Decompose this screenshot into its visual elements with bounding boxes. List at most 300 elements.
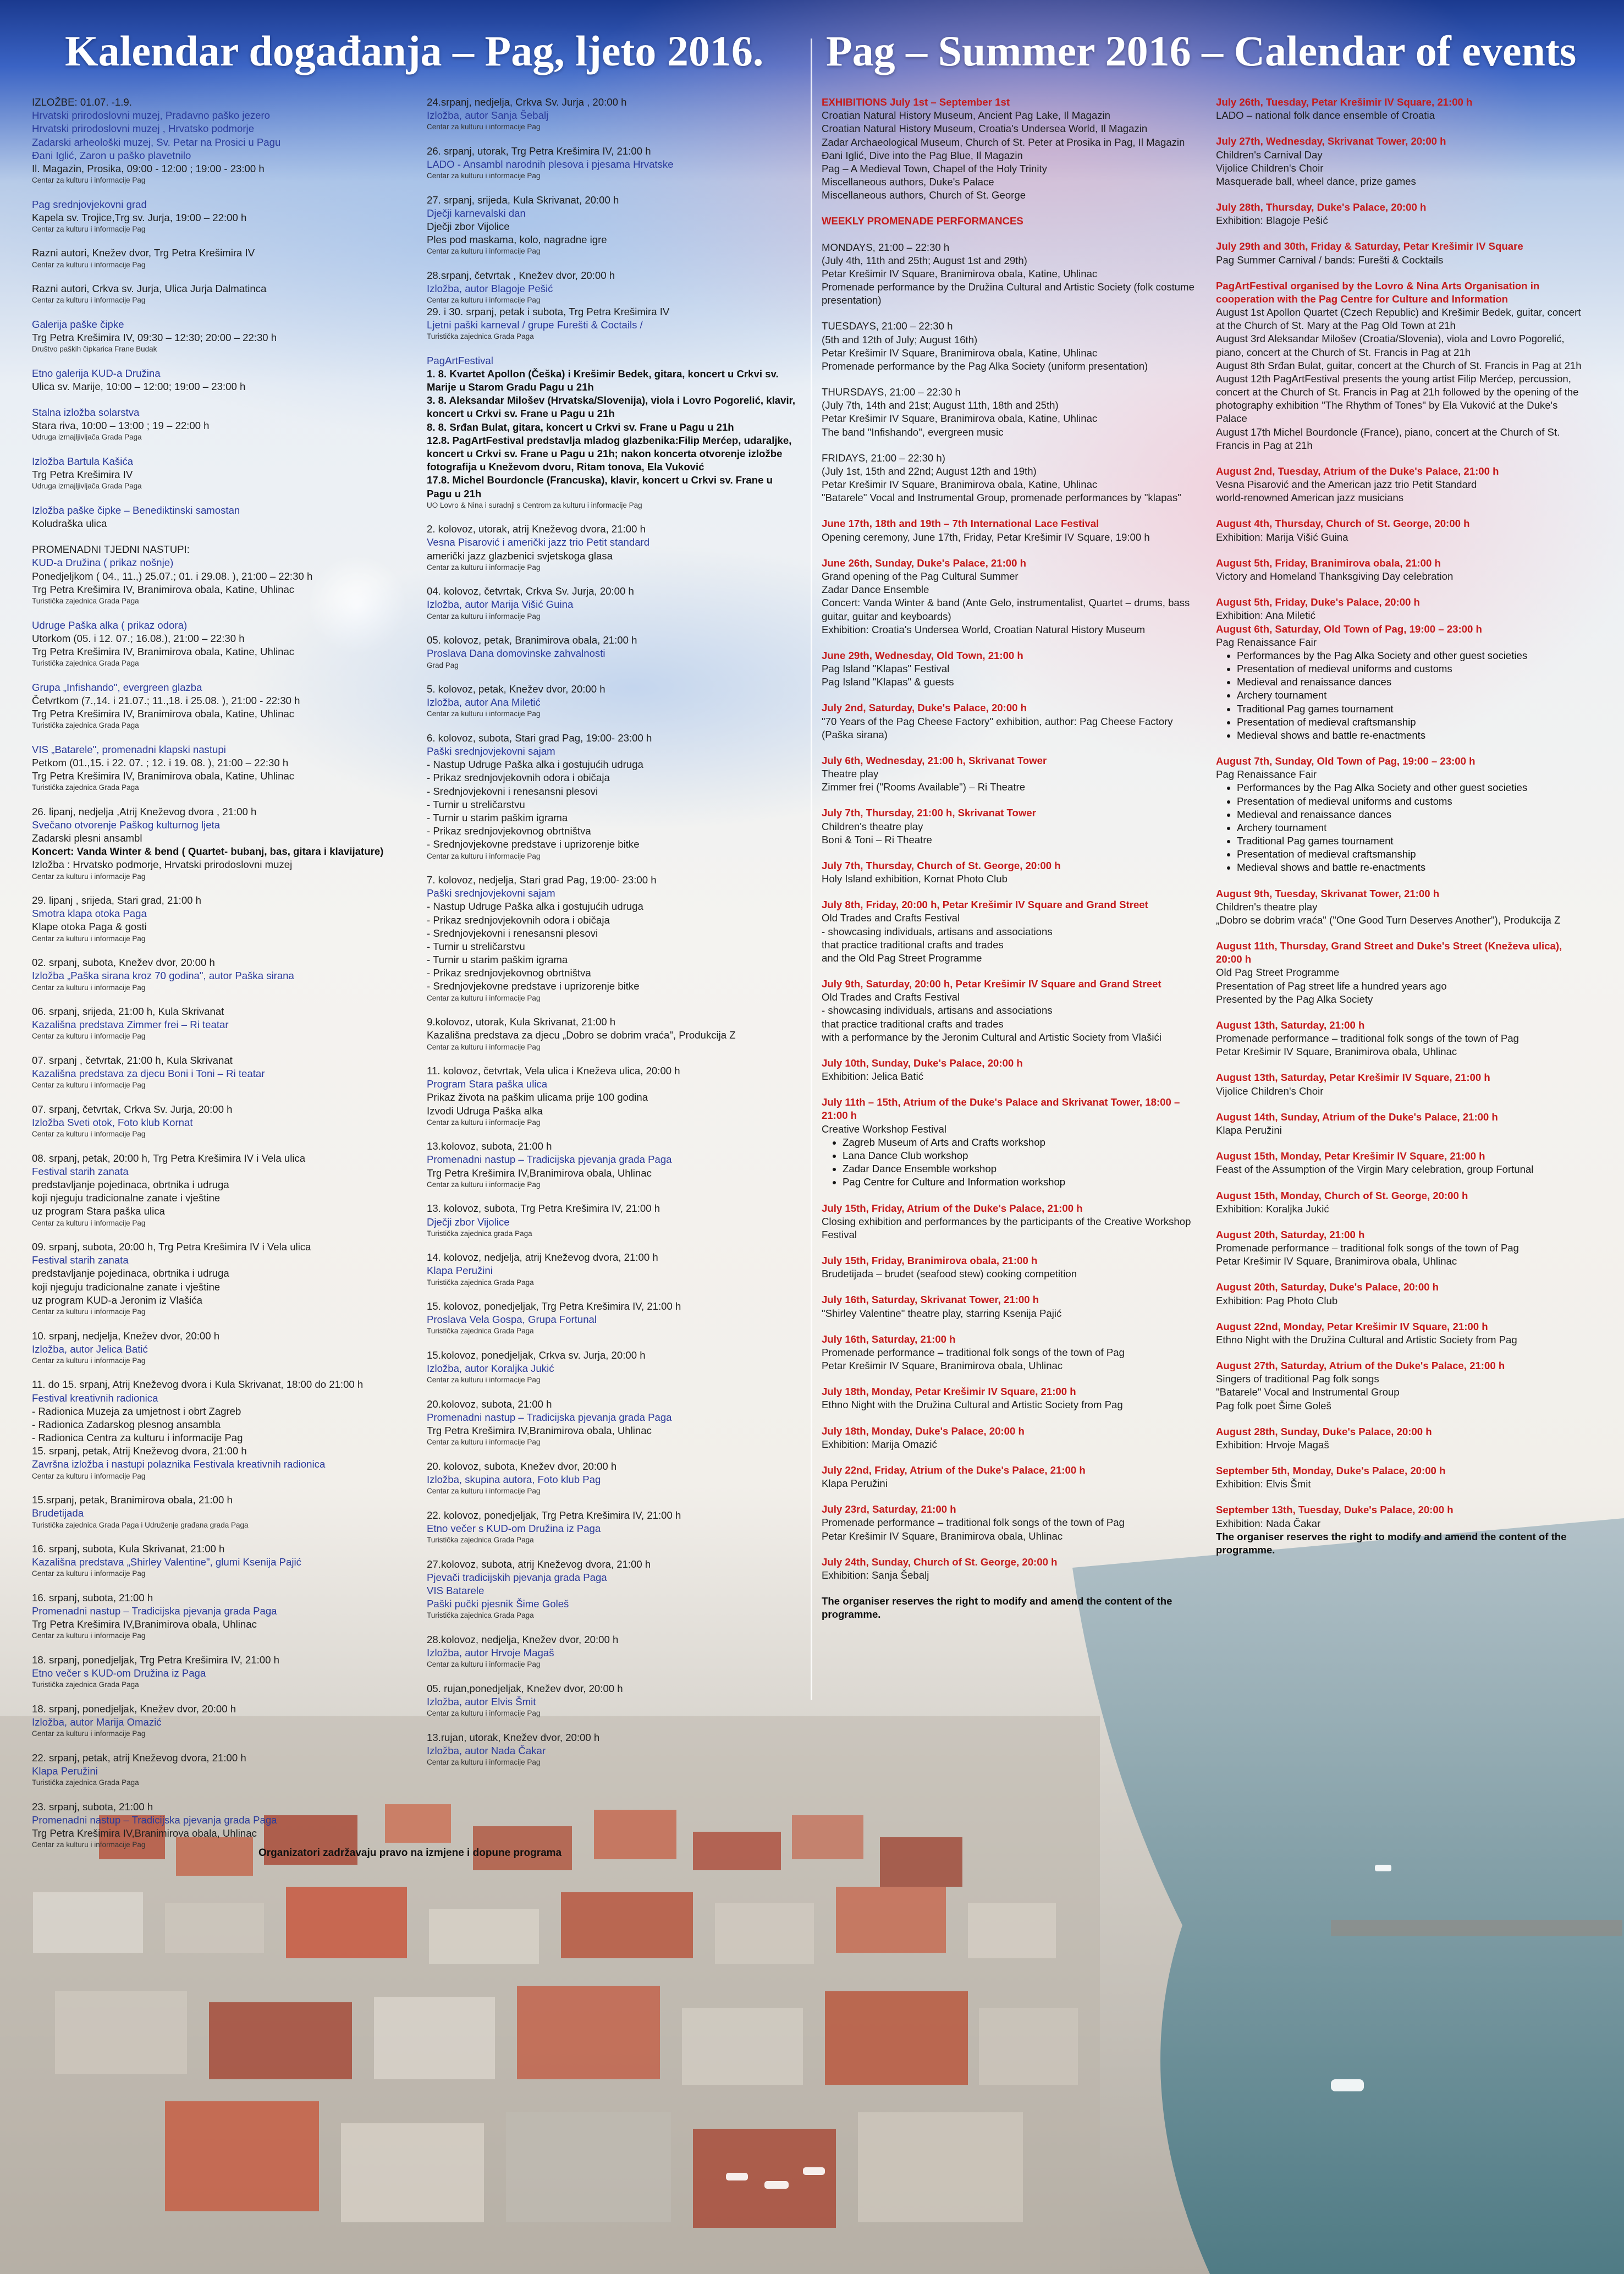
event-detail: The organiser reserves the right to modify and amend the content of the programme.: [822, 1595, 1172, 1621]
event-detail: Trg Petra Krešimira IV, Branimirova obala, Katine, Uhlinac: [32, 707, 295, 719]
event-bullet-item: • Performances by the Pag Alka Society and other guest societies: [1237, 781, 1590, 794]
event-bullet-item: • Medieval and renaissance dances: [1237, 808, 1590, 821]
event-entry: [1216, 1281, 1590, 1307]
event-entry: [32, 1378, 411, 1481]
event-heading: August 4th, Thursday, Church of St. George, 20:00 h: [1216, 518, 1470, 530]
event-entry: [1216, 1359, 1590, 1413]
event-detail: 26. srpanj, utorak, Trg Petra Krešimira IV, 21:00 h: [427, 145, 651, 157]
event-detail: Exhibition: Croatia's Undersea World, Croatian Natural History Museum: [822, 623, 1146, 635]
event-detail: 24.srpanj, nedjelja, Crkva Sv. Jurja , 20:00 h: [427, 96, 627, 108]
event-organizer: Turistička zajednica Grada Paga: [427, 1611, 534, 1620]
event-organizer: Centar za kulturu i informacije Pag: [32, 872, 146, 881]
event-detail: - showcasing individuals, artisans and associations: [822, 1004, 1053, 1017]
event-entry: [32, 956, 411, 992]
event-title: Hrvatski prirodoslovni muzej, Pradavno paško jezero: [32, 109, 271, 122]
event-detail: Ulica sv. Marije, 10:00 – 12:00; 19:00 – 23:00 h: [32, 380, 246, 392]
event-detail: 09. srpanj, subota, 20:00 h, Trg Petra Krešimira IV i Vela ulica: [32, 1241, 311, 1253]
event-entry: [32, 894, 411, 943]
event-title: Ljetni paški karneval / grupe Furešti & Coctails /: [427, 319, 643, 331]
event-organizer: Grad Pag: [427, 661, 459, 669]
event-entry: [822, 1503, 1207, 1543]
event-entry: [1216, 1071, 1590, 1097]
event-detail: - Srednjovjekovni i renesansni plesovi: [427, 927, 598, 939]
event-detail: Exhibition: Marija Višić Guina: [1216, 531, 1348, 543]
event-detail: The organiser reserves the right to modify and amend the content of the programme.: [1216, 1530, 1567, 1556]
event-detail: with a performance by the Jeronim Cultural and Artistic Society from Vlašići: [822, 1031, 1161, 1043]
event-detail: Kazališna predstava za djecu „Dobro se dobrim vraća", Produkcija Z: [427, 1029, 736, 1041]
event-heading: August 13th, Saturday, Petar Krešimir IV Square, 21:00 h: [1216, 1072, 1490, 1084]
event-entry: [427, 523, 795, 572]
event-detail: - Radionica Centra za kulturu i informacije Pag: [32, 1432, 243, 1444]
event-bullet-item: • Presentation of medieval craftsmanship: [1237, 848, 1590, 861]
event-detail: Zadarski plesni ansambl: [32, 832, 142, 844]
event-detail: Promenade performance – traditional folk songs of the town of Pag: [1216, 1242, 1519, 1254]
event-entry: [427, 585, 795, 621]
event-title: Promenadni nastup – Tradicijska pjevanja grada Paga: [32, 1814, 277, 1826]
event-bullet-item: • Zadar Dance Ensemble workshop: [843, 1162, 1207, 1176]
event-entry: [427, 1064, 795, 1127]
event-detail: Promenade performance by the Pag Alka Society (uniform presentation): [822, 360, 1148, 372]
event-detail: Ponedjeljkom ( 04., 11.,) 25.07.; 01. i 29.08. ), 21:00 – 22:30 h: [32, 570, 313, 582]
event-detail: Exhibition: Nada Čakar: [1216, 1517, 1321, 1529]
event-entry: [1216, 1150, 1590, 1176]
event-detail: that practice traditional crafts and trades: [822, 1018, 1004, 1030]
event-entry: [32, 198, 411, 234]
event-heading: August 14th, Sunday, Atrium of the Duke's Palace, 21:00 h: [1216, 1111, 1498, 1123]
event-title: Izložba, autor Hrvoje Magaš: [427, 1647, 554, 1659]
event-detail: 02. srpanj, subota, Knežev dvor, 20:00 h: [32, 957, 215, 969]
event-organizer: Centar za kulturu i informacije Pag: [32, 1729, 146, 1738]
event-organizer: Turistička zajednica Grada Paga: [32, 721, 139, 730]
event-entry: [32, 1103, 411, 1139]
event-entry: [822, 977, 1207, 1044]
event-title: Izložba Sveti otok, Foto klub Kornat: [32, 1117, 193, 1128]
event-heading: July 11th – 15th, Atrium of the Duke's Palace and Skrivanat Tower, 18:00 – 21:00 h: [822, 1096, 1180, 1122]
event-detail: Pag Island "Klapas" & guests: [822, 676, 954, 688]
event-heading: August 20th, Saturday, 21:00 h: [1216, 1228, 1365, 1240]
poster-header: [0, 0, 1624, 83]
event-title: Hrvatski prirodoslovni muzej , Hrvatsko podmorje: [32, 123, 255, 135]
event-entry: [1216, 517, 1590, 543]
event-heading: August 13th, Saturday, 21:00 h: [1216, 1019, 1365, 1031]
event-detail: - Turnir u starim paškim igrama: [427, 812, 568, 823]
event-detail: The band "Infishando", evergreen music: [822, 426, 1004, 438]
event-title: KUD-a Družina ( prikaz nošnje): [32, 557, 174, 569]
event-title: Paški srednjovjekovni sajam: [427, 745, 555, 757]
event-title: Festival starih zanata: [32, 1254, 129, 1266]
event-title: Svečano otvorenje Paškog kulturnog ljeta: [32, 819, 221, 831]
event-detail: Creative Workshop Festival: [822, 1123, 946, 1135]
event-heading: August 9th, Tuesday, Skrivanat Tower, 21:00 h: [1216, 887, 1440, 899]
event-heading: August 2nd, Tuesday, Atrium of the Duke's Palace, 21:00 h: [1216, 465, 1499, 477]
event-organizer: Centar za kulturu i informacije Pag: [427, 1758, 541, 1767]
event-heading: July 8th, Friday, 20:00 h, Petar Krešimir IV Square and Grand Street: [822, 899, 1148, 911]
event-organizer: Turistička zajednica grada Paga: [427, 1229, 532, 1238]
event-heading: June 29th, Wednesday, Old Town, 21:00 h: [822, 649, 1023, 661]
event-title: Izložba „Paška sirana kroz 70 godina", autor Paška sirana: [32, 970, 294, 982]
event-detail: Petar Krešimir IV Square, Branimirova obala, Katine, Uhlinac: [822, 413, 1098, 425]
event-organizer: Centar za kulturu i informacije Pag: [32, 1356, 146, 1365]
event-title: Proslava Dana domovinske zahvalnosti: [427, 647, 605, 660]
event-detail: - Turnir u streličarstvu: [427, 798, 525, 810]
event-entry: [822, 1333, 1207, 1373]
event-organizer: Centar za kulturu i informacije Pag: [427, 123, 541, 131]
event-entry: [427, 1015, 795, 1052]
event-bullet-item: • Presentation of medieval craftsmanship: [1237, 716, 1590, 729]
event-bullet-item: • Presentation of medieval uniforms and customs: [1237, 662, 1590, 675]
event-detail: - Prikaz srednjovjekovnog obrtništva: [427, 967, 591, 979]
event-detail: Trg Petra Krešimira IV,Branimirova obala, Uhlinac: [32, 1618, 257, 1630]
event-organizer: Centar za kulturu i informacije Pag: [32, 260, 146, 269]
event-entry: [822, 1057, 1207, 1083]
event-entry: [1216, 201, 1590, 227]
event-bullet-list: [1216, 781, 1590, 874]
event-title: Paški pučki pjesnik Šime Goleš: [427, 1598, 569, 1610]
event-detail: Croatian Natural History Museum, Croatia's Undersea World, Il Magazin: [822, 123, 1148, 135]
event-detail: Trg Petra Krešimira IV, Branimirova obala, Katine, Uhlinac: [32, 583, 295, 595]
event-organizer: Centar za kulturu i informacije Pag: [427, 563, 541, 572]
event-entry: [427, 1558, 795, 1621]
event-detail: 15.srpanj, petak, Branimirova obala, 21:00 h: [32, 1494, 233, 1506]
event-detail: Četvrtkom (7.,14. i 21.07.; 11.,18. i 25.08. ), 21:00 - 22:30 h: [32, 694, 300, 706]
event-title: Izložba, skupina autora, Foto klub Pag: [427, 1474, 601, 1486]
event-title: Proslava Vela Gospa, Grupa Fortunal: [427, 1314, 597, 1326]
event-detail: - Prikaz srednjovjekovnih odora i običaja: [427, 772, 610, 784]
event-detail: Vijolice Children's Choir: [1216, 162, 1324, 174]
event-entry: [32, 1240, 411, 1316]
event-title: Dječji zbor Vijolice: [427, 1216, 510, 1228]
event-entry: [32, 367, 411, 393]
event-title: Završna izložba i nastupi polaznika Festivala kreativnih radionica: [32, 1458, 326, 1470]
event-entry: [822, 96, 1207, 202]
event-detail: Exhibition: Elvis Šmit: [1216, 1478, 1311, 1490]
event-detail: 13. kolovoz, subota, Trg Petra Krešimira IV, 21:00 h: [427, 1202, 660, 1215]
event-organizer: Centar za kulturu i informacije Pag: [32, 176, 146, 185]
event-detail: 18. srpanj, ponedjeljak, Trg Petra Krešimira IV, 21:00 h: [32, 1654, 279, 1666]
event-detail: 15.kolovoz, ponedjeljak, Crkva sv. Jurja, 20:00 h: [427, 1349, 646, 1361]
event-organizer: Turistička zajednica Grada Paga: [427, 332, 534, 341]
event-heading: July 27th, Wednesday, Skrivanat Tower, 20:00 h: [1216, 135, 1446, 147]
event-entry: [822, 1595, 1207, 1621]
event-detail: Pag Renaissance Fair: [1216, 636, 1317, 648]
event-detail: Stara riva, 10:00 – 13:00 ; 19 – 22:00 h: [32, 420, 210, 432]
event-detail: 5. kolovoz, petak, Knežev dvor, 20:00 h: [427, 683, 605, 695]
event-detail: Promenade performance by the Družina Cultural and Artistic Society (folk costume presentation): [822, 281, 1194, 306]
event-heading: August 5th, Friday, Branimirova obala, 21:00 h: [1216, 557, 1441, 569]
event-detail: Trg Petra Krešimira IV, 09:30 – 12:30; 20:00 – 22:30 h: [32, 332, 277, 344]
event-detail: Promenade performance – traditional folk songs of the town of Pag: [1216, 1032, 1519, 1045]
event-detail: (5th and 12th of July; August 16th): [822, 333, 978, 345]
event-organizer: Centar za kulturu i informacije Pag: [32, 1632, 146, 1640]
event-title: Kazališna predstava Zimmer frei – Ri teatar: [32, 1019, 229, 1031]
event-title: Promenadni nastup – Tradicijska pjevanja grada Paga: [32, 1605, 277, 1617]
event-organizer: Centar za kulturu i informacije Pag: [427, 852, 541, 860]
event-detail: 3. 8. Aleksandar Milošev (Hrvatska/Slovenija), viola i Lovro Pogorelić, klavir, koncert u Crkvi sv. Frane u Pagu u 21h: [427, 394, 795, 420]
event-detail: Victory and Homeland Thanksgiving Day celebration: [1216, 570, 1454, 582]
event-detail: Grand opening of the Pag Cultural Summer: [822, 570, 1019, 582]
event-heading: PagArtFestival organised by the Lovro & Nina Arts Organisation in cooperation with the Pag Centre for Culture and Information: [1216, 279, 1540, 305]
event-organizer: Centar za kulturu i informacije Pag: [427, 1180, 541, 1189]
event-detail: August 17th Michel Bourdoncle (France), piano, concert at the Church of St. Francis in Pag at 21h: [1216, 426, 1560, 451]
event-title: Smotra klapa otoka Paga: [32, 908, 147, 920]
event-detail: 22. kolovoz, ponedjeljak, Trg Petra Krešimira IV, 21:00 h: [427, 1509, 681, 1521]
event-heading: July 18th, Monday, Duke's Palace, 20:00 h: [822, 1425, 1025, 1437]
event-organizer: Turistička zajednica Grada Paga i Udruženje građana grada Paga: [32, 1520, 249, 1529]
event-entry: [32, 1542, 411, 1579]
event-detail: Trg Petra Krešimira IV, Branimirova obala, Katine, Uhlinac: [32, 645, 295, 657]
event-detail: THURSDAYS, 21:00 – 22:30 h: [822, 386, 961, 398]
event-detail: - Prikaz srednjovjekovnog obrtništva: [427, 825, 591, 837]
event-organizer: Turistička zajednica Grada Paga: [32, 1680, 139, 1689]
event-detail: Closing exhibition and performances by the participants of the Creative Workshop Festival: [822, 1215, 1191, 1240]
event-detail: IZLOŽBE: 01.07. -1.9.: [32, 96, 132, 108]
event-detail: August 8th Srđan Bulat, guitar, concert at the Church of St. Francis in Pag at 21h: [1216, 359, 1582, 371]
event-organizer: Centar za kulturu i informacije Pag: [32, 1081, 146, 1090]
event-entry: [822, 898, 1207, 965]
event-entry: [822, 1293, 1207, 1320]
event-title: Promenadni nastup – Tradicijska pjevanja grada Paga: [427, 1154, 672, 1166]
event-detail: Trg Petra Krešimira IV,Branimirova obala, Uhlinac: [427, 1425, 652, 1437]
event-detail: Pag – A Medieval Town, Chapel of the Holy Trinity: [822, 162, 1047, 174]
event-detail: Miscellaneous authors, Duke's Palace: [822, 176, 994, 188]
event-title: Grupa „Infishando", evergreen glazba: [32, 681, 202, 693]
event-title: Klapa Peružini: [32, 1765, 98, 1777]
event-detail: Petar Krešimir IV Square, Branimirova obala, Katine, Uhlinac: [822, 267, 1098, 279]
event-heading: July 7th, Thursday, 21:00 h, Skrivanat Tower: [822, 807, 1036, 819]
event-entry: [427, 194, 795, 256]
event-title: VIS „Batarele", promenadni klapski nastupi: [32, 743, 226, 755]
event-organizer: Udruga izmajljivljača Grada Paga: [32, 433, 142, 442]
event-detail: 07. srpanj , četvrtak, 21:00 h, Kula Skrivanat: [32, 1054, 233, 1066]
event-organizer: Udruga izmajljivljača Grada Paga: [32, 482, 142, 491]
event-detail: 13.rujan, utorak, Knežev dvor, 20:00 h: [427, 1731, 600, 1743]
event-entry: [32, 1591, 411, 1641]
event-bullet-item: • Medieval and renaissance dances: [1237, 675, 1590, 689]
event-detail: August 12th PagArtFestival presents the young artist Filip Merćep, percussion, concert at the Church of St. Francis in Pag at 21h followed by the opening of the photography exhibition "The Rhythm of Tones" by Ela Vuković at the Duke's Palace: [1216, 372, 1579, 425]
event-detail: - Nastup Udruge Paška alka i gostujućih udruga: [427, 900, 643, 913]
event-organizer: Centar za kulturu i informacije Pag: [427, 296, 541, 305]
event-detail: Presentation of Pag street life a hundred years ago: [1216, 980, 1447, 992]
event-title: Pag srednjovjekovni grad: [32, 198, 147, 210]
event-detail: Zadar Archaeological Museum, Church of St. Peter at Prosika in Pag, Il Magazin: [822, 136, 1185, 148]
event-detail: 06. srpanj, srijeda, 21:00 h, Kula Skrivanat: [32, 1006, 224, 1018]
event-organizer: Centar za kulturu i informacije Pag: [427, 1118, 541, 1127]
event-entry: [32, 743, 411, 793]
calendar-column-en-1: [822, 96, 1207, 1634]
event-entry: [1216, 96, 1590, 122]
event-detail: Exhibition: Blagoje Pešić: [1216, 215, 1328, 227]
event-organizer: Centar za kulturu i informacije Pag: [32, 296, 146, 305]
event-entry: [1216, 1019, 1590, 1059]
event-detail: (July 1st, 15th and 22nd; August 12th and 19th): [822, 465, 1037, 477]
event-detail: „Dobro se dobrim vraća" ("One Good Turn Deserves Another"), Produkcija Z: [1216, 914, 1561, 926]
event-detail: - Srednjovjekovni i renesansni plesovi: [427, 785, 598, 797]
event-entry: [427, 1460, 795, 1496]
event-entry: [32, 1751, 411, 1788]
event-detail: - Radionica Muzeja za umjetnost i obrt Zagreb: [32, 1405, 241, 1417]
event-heading: July 7th, Thursday, Church of St. George, 20:00 h: [822, 859, 1061, 871]
event-entry: [32, 318, 411, 354]
event-entry: [32, 1493, 411, 1530]
event-detail: 23. srpanj, subota, 21:00 h: [32, 1800, 153, 1812]
event-organizer: Turistička zajednica Grada Paga: [32, 783, 139, 792]
calendar-column-hr-2: [427, 96, 795, 1780]
calendar-column-hr-1: [32, 96, 411, 1863]
event-entry: [427, 1349, 795, 1385]
event-entry: [427, 1633, 795, 1669]
event-title: Udruge Paška alka ( prikaz odora): [32, 619, 188, 631]
event-entry: [822, 1254, 1207, 1281]
event-heading: July 24th, Sunday, Church of St. George, 20:00 h: [822, 1556, 1058, 1568]
event-detail: Feast of the Assumption of the Virgin Mary celebration, group Fortunal: [1216, 1163, 1534, 1176]
event-detail: Petar Krešimir IV Square, Branimirova obala, Katine, Uhlinac: [822, 347, 1098, 359]
event-heading: September 13th, Tuesday, Duke's Palace, 20:00 h: [1216, 1504, 1454, 1516]
event-detail: 28.kolovoz, nedjelja, Knežev dvor, 20:00 h: [427, 1633, 619, 1645]
event-detail: Exhibition: Ana Miletić: [1216, 609, 1315, 622]
event-detail: Presented by the Pag Alka Society: [1216, 993, 1373, 1005]
event-detail: - Radionica Zadarskog plesnog ansambla: [32, 1418, 221, 1430]
event-bullet-item: • Archery tournament: [1237, 689, 1590, 702]
event-title: Izložba, autor Marija Višić Guina: [427, 598, 574, 611]
event-organizer: Turistička zajednica Grada Paga: [427, 1278, 534, 1287]
event-detail: 28.srpanj, četvrtak , Knežev dvor, 20:00 h: [427, 270, 615, 282]
event-detail: - Turnir u starim paškim igrama: [427, 954, 568, 966]
event-detail: 8. 8. Srđan Bulat, gitara, koncert u Crkvi sv. Frane u Pagu u 21h: [427, 421, 734, 433]
event-entry: [427, 354, 795, 510]
event-detail: Pag Renaissance Fair: [1216, 768, 1317, 781]
event-detail: Vesna Pisarović and the American jazz trio Petit Standard: [1216, 479, 1477, 491]
event-entry: [427, 874, 795, 1003]
event-title: Izložba, autor Jelica Batić: [32, 1343, 148, 1355]
event-detail: Dječji zbor Vijolice: [427, 221, 510, 233]
event-heading: August 27th, Saturday, Atrium of the Duke's Palace, 21:00 h: [1216, 1360, 1505, 1372]
event-detail: Old Trades and Crafts Festival: [822, 991, 960, 1003]
event-detail: Exhibition: Koraljka Jukić: [1216, 1202, 1329, 1215]
event-title: LADO - Ansambl narodnih plesova i pjesama Hrvatske: [427, 158, 674, 171]
event-entry: [822, 1464, 1207, 1490]
event-title: Izložba, autor Elvis Šmit: [427, 1696, 536, 1708]
event-detail: 7. kolovoz, nedjelja, Stari grad Pag, 19:00- 23:00 h: [427, 874, 657, 886]
event-entry: [822, 386, 1207, 439]
event-entry: [427, 96, 795, 132]
calendar-column-en-2: [1216, 96, 1590, 1569]
event-detail: Vijolice Children's Choir: [1216, 1085, 1324, 1097]
event-detail: uz program Stara paška ulica: [32, 1205, 165, 1217]
event-title: Izložba paške čipke – Benediktinski samostan: [32, 504, 240, 516]
event-entry: [32, 406, 411, 442]
event-detail: 05. kolovoz, petak, Branimirova obala, 21:00 h: [427, 634, 637, 646]
event-detail: Old Pag Street Programme: [1216, 966, 1340, 979]
event-entry: [822, 649, 1207, 689]
event-detail: 2. kolovoz, utorak, atrij Kneževog dvora, 21:00 h: [427, 523, 646, 535]
event-title: Promenadni nastup – Tradicijska pjevanja grada Paga: [427, 1411, 672, 1424]
event-entry: [1216, 279, 1590, 452]
event-organizer: Centar za kulturu i informacije Pag: [32, 1841, 146, 1849]
event-detail: Petar Krešimir IV Square, Branimirova obala, Katine, Uhlinac: [822, 479, 1098, 491]
event-organizer: Centar za kulturu i informacije Pag: [427, 1660, 541, 1669]
event-entry: [32, 1054, 411, 1090]
event-bullet-item: • Traditional Pag games tournament: [1237, 834, 1590, 848]
event-entry: [427, 1202, 795, 1238]
event-detail: Il. Magazin, Prosika, 09:00 - 12:00 ; 19:00 - 23:00 h: [32, 162, 265, 174]
event-entry: [32, 543, 411, 606]
event-entry: [427, 1509, 795, 1545]
event-detail: Prikaz života na paškim ulicama prije 100 godina: [427, 1091, 648, 1103]
event-detail: Zimmer frei ("Rooms Available") – Ri Theatre: [822, 781, 1026, 793]
event-detail: 07. srpanj, četvrtak, Crkva Sv. Jurja, 20:00 h: [32, 1103, 233, 1115]
event-detail: Ples pod maskama, kolo, nagradne igre: [427, 234, 607, 246]
event-entry: [427, 683, 795, 719]
event-heading: July 15th, Friday, Branimirova obala, 21:00 h: [822, 1255, 1038, 1267]
event-bullet-item: • Medieval shows and battle re-enactments: [1237, 861, 1590, 874]
event-detail: Klapa Peružini: [822, 1477, 888, 1490]
event-detail: MONDAYS, 21:00 – 22:30 h: [822, 241, 950, 253]
event-organizer: Centar za kulturu i informacije Pag: [32, 934, 146, 943]
event-detail: - Turnir u streličarstvu: [427, 940, 525, 952]
event-detail: Razni autori, Crkva sv. Jurja, Ulica Jurja Dalmatinca: [32, 283, 267, 295]
event-detail: 16. srpanj, subota, Kula Skrivanat, 21:00 h: [32, 1543, 225, 1555]
event-detail: Pag folk poet Šime Goleš: [1216, 1399, 1331, 1411]
event-detail: - Prikaz srednjovjekovnih odora i običaja: [427, 914, 610, 926]
event-detail: 05. rujan,ponedjeljak, Knežev dvor, 20:00 h: [427, 1682, 623, 1694]
event-detail: Razni autori, Knežev dvor, Trg Petra Krešimira IV: [32, 247, 255, 259]
event-detail: Trg Petra Krešimira IV,Branimirova obala, Uhlinac: [427, 1167, 652, 1179]
event-organizer: Društvo paških čipkarica Frane Budak: [32, 345, 157, 354]
event-entry: [32, 681, 411, 730]
event-title: Izložba Bartula Kašića: [32, 455, 133, 468]
event-entry: [1216, 1320, 1590, 1347]
event-title: Zadarski arheološki muzej, Sv. Petar na Prosici u Pagu: [32, 136, 281, 148]
event-detail: LADO – national folk dance ensemble of Croatia: [1216, 109, 1435, 122]
event-entry: [822, 1202, 1207, 1242]
event-title: Klapa Peružini: [427, 1265, 493, 1277]
event-organizer: Centar za kulturu i informacije Pag: [32, 983, 146, 992]
event-detail: 17.8. Michel Bourdoncle (Francuska), klavir, koncert u Crkvi sv. Frane u Pagu u 21h: [427, 474, 773, 499]
event-detail: Izvodi Udruga Paška alka: [427, 1105, 543, 1117]
event-title: Brudetijada: [32, 1507, 84, 1519]
event-detail: Pag Island "Klapas" Festival: [822, 663, 950, 675]
event-entry: [1216, 1189, 1590, 1216]
event-title: Etno večer s KUD-om Družina iz Paga: [427, 1523, 601, 1535]
event-organizer: Turistička zajednica Grada Paga: [427, 1327, 534, 1336]
event-bullet-item: • Lana Dance Club workshop: [843, 1149, 1207, 1162]
event-heading: July 6th, Wednesday, 21:00 h, Skrivanat Tower: [822, 754, 1047, 766]
event-detail: Klapa Peružini: [1216, 1124, 1282, 1136]
event-entry: [32, 1800, 411, 1850]
event-detail: 26. lipanj, nedjelja ,Atrij Kneževog dvora , 21:00 h: [32, 805, 257, 817]
title-croatian: Kalendar događanja – Pag, ljeto 2016.: [65, 27, 764, 75]
event-organizer: UO Lovro & Nina i suradnji s Centrom za kulturu i informacije Pag: [427, 501, 642, 509]
event-detail: Concert: Vanda Winter & band (Ante Gelo, instrumentalist, Quartet – drums, bass guitar, guitar and keyboards): [822, 597, 1190, 622]
event-heading: July 29th and 30th, Friday & Saturday, Petar Krešimir IV Square: [1216, 240, 1523, 252]
event-detail: 15. kolovoz, ponedjeljak, Trg Petra Krešimira IV, 21:00 h: [427, 1300, 681, 1312]
event-detail: Masquerade ball, wheel dance, prize games: [1216, 175, 1416, 187]
event-entry: [427, 732, 795, 861]
event-entry: [32, 1330, 411, 1366]
event-detail: Exhibition: Pag Photo Club: [1216, 1294, 1338, 1306]
event-entry: [822, 452, 1207, 505]
event-organizer: Centar za kulturu i informacije Pag: [427, 1438, 541, 1447]
event-detail: 04. kolovoz, četvrtak, Crkva Sv. Jurja, 20:00 h: [427, 585, 634, 597]
event-entry: [822, 1385, 1207, 1411]
event-organizer: Turistička zajednica Grada Paga: [32, 596, 139, 605]
event-detail: world-renowned American jazz musicians: [1216, 492, 1404, 504]
organizers-note: Organizatori zadržavaju pravo na izmjene i dopune programa: [258, 1847, 562, 1859]
event-entry: [1216, 755, 1590, 875]
event-detail: 15. srpanj, petak, Atrij Kneževog dvora, 21:00 h: [32, 1445, 247, 1457]
event-bullet-item: • Performances by the Pag Alka Society and other guest societies: [1237, 649, 1590, 662]
event-entry: [32, 455, 411, 491]
